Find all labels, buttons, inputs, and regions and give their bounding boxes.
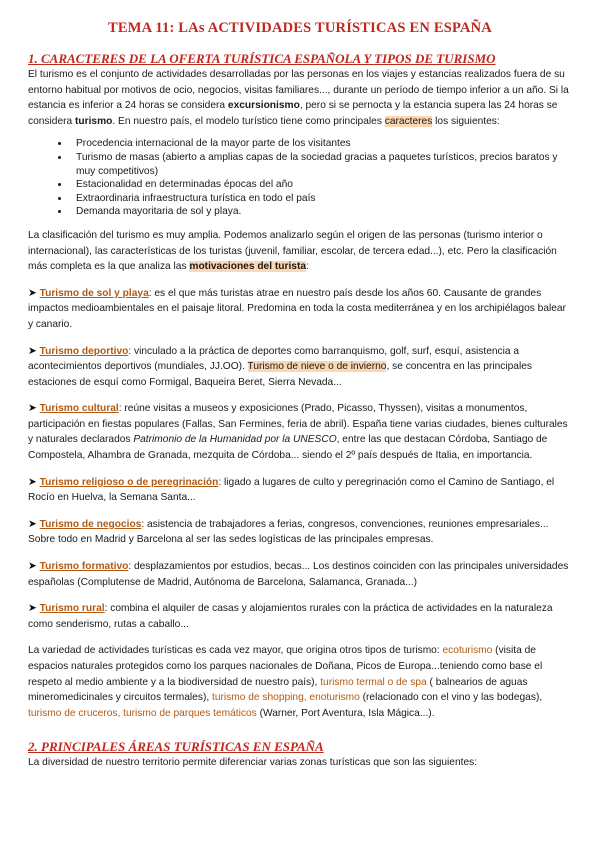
type-negocios-text: : asistencia de trabajadores a ferias, congresos, convenciones, reuniones empresariales... Sobre todo en Madrid y Barcelona al ser las sedes logísticas de las principales empresas. bbox=[28, 518, 549, 546]
intro-text-3: . En nuestro país, el modelo turístico tiene como principales bbox=[112, 115, 385, 127]
variety-text-1: La variedad de actividades turísticas es cada vez mayor, que origina otros tipos de turismo: bbox=[28, 645, 443, 657]
orange-turismo-shopping: turismo de shopping, enoturismo bbox=[212, 692, 360, 704]
type-cultural bbox=[28, 401, 572, 463]
arrow-bullet-icon: ➤ bbox=[28, 517, 37, 530]
arrow-bullet-icon: ➤ bbox=[28, 402, 37, 415]
type-cultural-text-2: , entre las que destacan Córdoba, Santiago de Compostela, Alhambra de Granada, mezquita de Córdoba... siendo el 2º país después de Italia, en importancia. bbox=[28, 434, 548, 462]
variety-text-2: (visita de espacios naturales protegidos como los parques nacionales de Doñana, Picos de Europa...teniendo como base el respeto al medio ambiente y a la biodiversidad de nuestro país), bbox=[28, 645, 543, 688]
type-deportivo bbox=[28, 344, 572, 391]
arrow-bullet-icon: ➤ bbox=[28, 286, 37, 299]
intro-bold-turismo: turismo bbox=[75, 115, 113, 127]
highlight-motivaciones: motivaciones del turista bbox=[189, 261, 307, 273]
intro-paragraph bbox=[28, 67, 572, 129]
type-deportivo-text-2: , se concentra en las principales estaciones de esquí como Formigal, Baqueira Beret, Sierra Nevada... bbox=[28, 361, 532, 388]
type-negocios bbox=[28, 517, 572, 548]
section-2-paragraph: La diversidad de nuestro territorio permite diferenciar varias zonas turísticas que son las siguientes: bbox=[28, 757, 478, 769]
type-deportivo-text-1: : vinculado a la práctica de deportes como barranquismo, golf, surf, esquí, asistencia a acontecimientos deportivos (mundiales, JJ.OO). bbox=[28, 345, 520, 373]
italic-patrimonio: Patrimonio de la Humanidad por la UNESCO bbox=[133, 434, 337, 446]
label-turismo-rural: Turismo rural bbox=[39, 603, 105, 615]
intro-text-2: , pero si se pernocta y la estancia supera las 24 horas se considera bbox=[28, 100, 558, 127]
list-item: • Extraordinaria infraestructura turística en todo el país bbox=[70, 192, 572, 206]
intro-text-4: los siguientes: bbox=[432, 115, 500, 127]
type-rural-text: : combina el alquiler de casas y alojamientos rurales con la práctica de actividades en la naturaleza como senderismo, rutas a caballo... bbox=[28, 603, 553, 630]
classification-paragraph bbox=[28, 228, 572, 275]
highlight-turismo-nieve: Turismo de nieve o de invierno bbox=[247, 361, 387, 373]
intro-bold-excursionismo: excursionismo bbox=[227, 100, 300, 112]
type-religioso-text: : ligado a lugares de culto y peregrinación como el Camino de Santiago, el Rocío en Huelva, la Semana Santa... bbox=[28, 476, 555, 504]
label-turismo-cultural: Turismo cultural bbox=[39, 403, 119, 415]
label-turismo-sol-playa: Turismo de sol y playa bbox=[39, 287, 149, 299]
orange-turismo-cruceros: turismo de cruceros, turismo de parques temáticos bbox=[28, 707, 257, 719]
variety-paragraph bbox=[28, 643, 572, 721]
highlight-caracteres: caracteres bbox=[384, 115, 433, 127]
type-religioso bbox=[28, 475, 572, 506]
list-item: • Demanda mayoritaria de sol y playa. bbox=[70, 205, 572, 219]
variety-text-3: ( balnearios de aguas mineromedicinales y circuitos termales), bbox=[28, 676, 528, 704]
classification-end: : bbox=[306, 261, 309, 273]
type-sol-playa bbox=[28, 286, 572, 333]
list-item: • Procedencia internacional de la mayor parte de los visitantes bbox=[70, 137, 572, 151]
type-cultural-text-1: : reúne visitas a museos y exposiciones (Prado, Picasso, Thyssen), visitas a monumentos, participación en fiestas populares (Fallas, San Fermines, feria de abril). España tiene varias ciudades, bienes culturales y naturales declarados bbox=[28, 403, 568, 446]
type-rural bbox=[28, 601, 572, 632]
type-formativo-text: : desplazamientos por estudios, becas... Los destinos coinciden con las principales universidades españolas (Complutense de Madrid, Autónoma de Barcelona, Salamanca, Granada...) bbox=[28, 561, 569, 588]
variety-text-4: (relacionado con el vino y las bodegas), bbox=[359, 692, 543, 704]
arrow-bullet-icon: ➤ bbox=[28, 560, 37, 573]
section-2-heading: 2. PRINCIPALES ÁREAS TURÍSTICAS EN ESPAÑA bbox=[28, 739, 324, 755]
label-turismo-negocios: Turismo de negocios bbox=[39, 518, 142, 530]
type-sol-text: : es el que más turistas atrae en nuestro país desde los años 60. Causante de grandes impactos medioambientales en el paisaje litoral. Predomina en toda la costa mediterránea y en los archipiélagos balear y canario. bbox=[28, 287, 566, 330]
arrow-bullet-icon: ➤ bbox=[28, 602, 37, 615]
orange-ecoturismo: ecoturismo bbox=[442, 645, 493, 657]
arrow-bullet-icon: ➤ bbox=[28, 344, 37, 357]
intro-text-1: El turismo es el conjunto de actividades desarrolladas por las personas en los viajes y estancias realizados fuera de su entorno habitual por motivos de ocio, negocios, visitas familiares..., durante un período de tiempo inferior a un año. Si la estancia es inferior a 24 horas se considera bbox=[28, 69, 569, 112]
arrow-bullet-icon: ➤ bbox=[28, 475, 37, 488]
list-item: • Turismo de masas (abierto a amplias capas de la sociedad gracias a paquetes turísticos, precios baratos y muy competitivos) bbox=[70, 151, 572, 178]
section-1-heading: 1. CARACTERES DE LA OFERTA TURÍSTICA ESPAÑOLA Y TIPOS DE TURISMO bbox=[28, 51, 496, 66]
document-title: TEMA 11: LAs ACTIVIDADES TURÍSTICAS EN ESPAÑA bbox=[108, 20, 492, 36]
variety-text-5: (Warner, Port Aventura, Isla Mágica...). bbox=[256, 707, 435, 719]
type-formativo bbox=[28, 559, 572, 590]
classification-text: La clasificación del turismo es muy amplia. Podemos analizarlo según el origen de las personas (turismo interior o internacional), las características de los turistas (juvenil, familiar, escolar, de tercera edad...), etc. Pero la clasificación más completa es la que analiza las bbox=[28, 229, 557, 273]
orange-turismo-termal: turismo termal o de spa bbox=[320, 676, 427, 688]
characteristics-list bbox=[28, 137, 572, 219]
label-turismo-religioso: Turismo religioso o de peregrinación bbox=[39, 476, 219, 488]
list-item: • Estacionalidad en determinadas épocas del año bbox=[70, 178, 572, 192]
label-turismo-formativo: Turismo formativo bbox=[39, 561, 129, 573]
label-turismo-deportivo: Turismo deportivo bbox=[39, 345, 129, 357]
